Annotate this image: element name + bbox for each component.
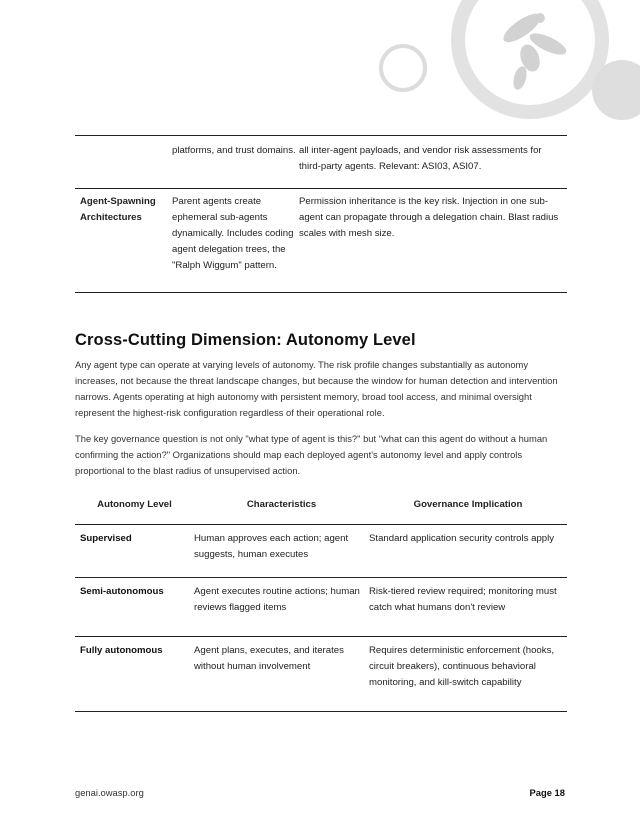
table-row xyxy=(75,525,567,578)
governance-cell: Risk-tiered review required; monitoring must catch what humans don't review xyxy=(369,586,557,613)
column-header: Autonomy Level xyxy=(75,494,194,525)
section-heading: Cross-Cutting Dimension: Autonomy Level xyxy=(75,331,416,349)
deco-ring-large xyxy=(458,0,602,112)
page-number: Page 18 xyxy=(529,787,565,798)
autonomy-level-cell: Fully autonomous xyxy=(80,645,163,656)
characteristics-cell: Agent executes routine actions; human reviews flagged items xyxy=(194,586,360,613)
characteristics-cell: Human approves each action; agent suggests, human executes xyxy=(194,533,349,560)
header-decoration xyxy=(0,0,640,140)
deco-ring-small xyxy=(381,46,425,90)
deco-circle-filled xyxy=(592,60,640,120)
body-paragraph: The key governance question is not only "what type of agent is this?" but "what can this agent do without a human confirming the action?" Organizations should map each deployed agent's autonomy level and apply controls proportional to the blast radius of unsupervised action. xyxy=(75,433,548,476)
table-row xyxy=(75,578,567,637)
agent-types-table-continued xyxy=(75,135,567,293)
table-header-row xyxy=(75,494,567,525)
characteristics-cell: Agent plans, executes, and iterates without human involvement xyxy=(194,645,344,672)
body-paragraph: Any agent type can operate at varying levels of autonomy. The risk profile changes substantially as autonomy increases, not because the threat landscape changes, but because the window for human detection and intervention narrows. Agents operating at high autonomy with persistent memory, broad tool access, and minimal oversight represent the highest-risk configuration regardless of their operational role. xyxy=(75,359,558,418)
column-header: Characteristics xyxy=(194,494,369,525)
agent-notes-cell: Permission inheritance is the key risk. Injection in one sub-agent can propagate through a delegation chain. Blast radius scales with mesh size. xyxy=(299,196,559,239)
agent-type-cell: Agent-Spawning Architectures xyxy=(80,196,156,223)
column-header: Governance Implication xyxy=(369,494,567,525)
governance-cell: Requires deterministic enforcement (hooks, circuit breakers), continuous behavioral monitoring, and kill-switch capability xyxy=(369,645,555,688)
agent-description-cell: Parent agents create ephemeral sub-agents dynamically. Includes coding agent delegation trees, the "Ralph Wiggum" pattern. xyxy=(172,196,294,271)
autonomy-level-table xyxy=(75,494,567,712)
agent-notes-cell: all inter-agent payloads, and vendor risk assessments for third-party agents. Relevant: ASI03, ASI07. xyxy=(299,145,542,172)
owasp-wasp-logo-icon xyxy=(499,9,569,91)
table-row xyxy=(75,189,567,293)
agent-type-cell xyxy=(75,136,172,189)
table-row xyxy=(75,637,567,712)
autonomy-level-cell: Supervised xyxy=(80,533,132,544)
governance-cell: Standard application security controls apply xyxy=(369,533,555,544)
agent-description-cell: platforms, and trust domains. xyxy=(172,145,296,156)
footer-site-link[interactable]: genai.owasp.org xyxy=(75,787,144,798)
autonomy-level-cell: Semi-autonomous xyxy=(80,586,164,597)
table-row xyxy=(75,136,567,189)
